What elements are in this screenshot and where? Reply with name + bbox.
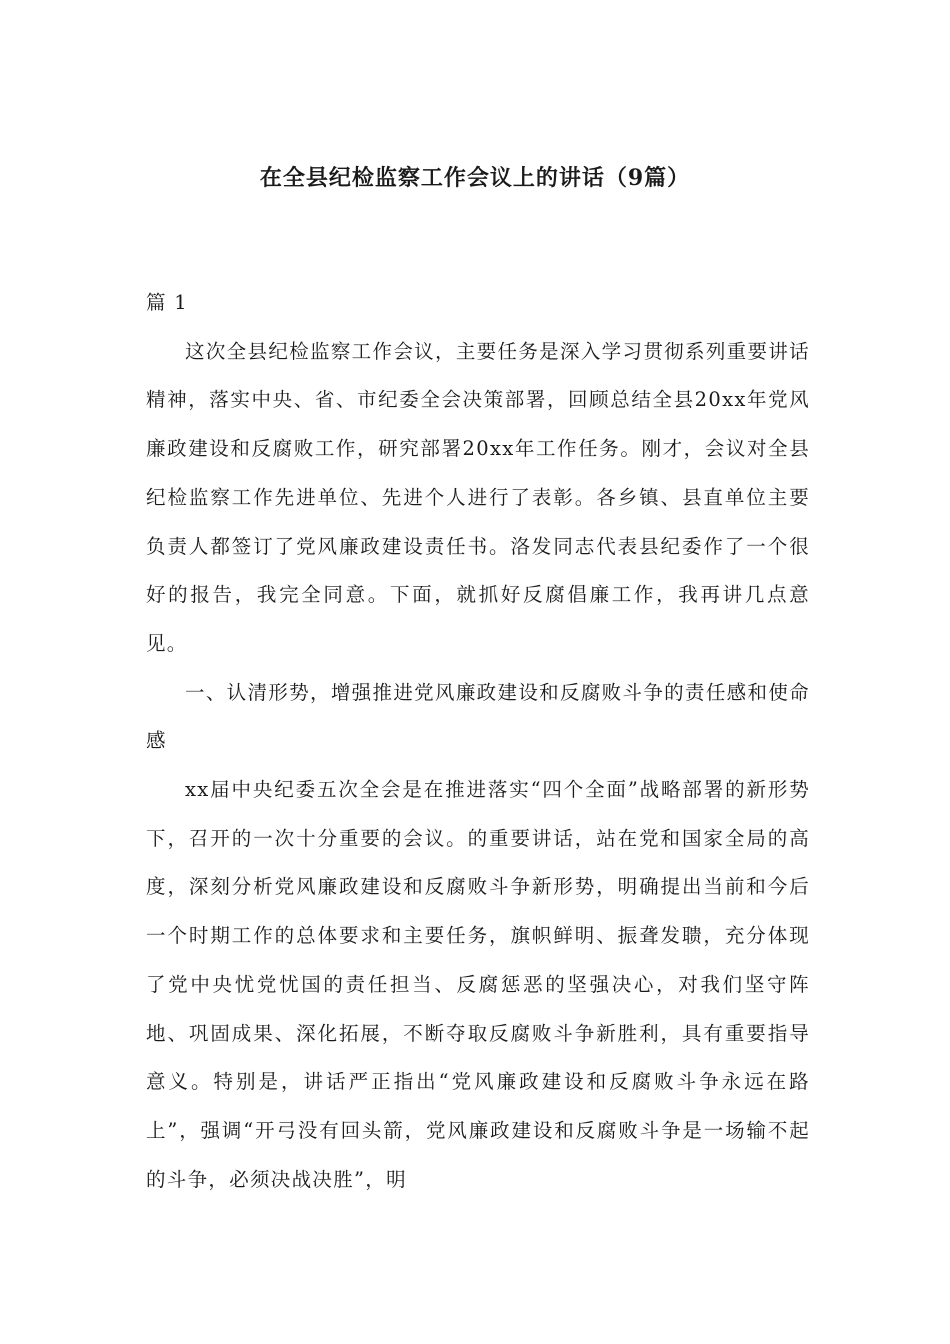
paragraph-heading-1: 一、认清形势，增强推进党风廉政建设和反腐败斗争的责任感和使命感 xyxy=(146,680,810,753)
paragraph-2: xx届中央纪委五次全会是在推进落实“四个全面”战略部署的新形势下，召开的一次十分重要的会议。的重要讲话，站在党和国家全局的高度，深刻分析党风廉政建设和反腐败斗争新形势，明确提出当前和今后一个时期工作的总体要求和主要任务，旗帜鲜明、振聋发聩，充分体现了党中央忧党忧国的责任担当、反腐惩恶的坚强决心，对我们坚守阵地、巩固成果、深化拓展，不断夺取反腐败斗争新胜利，具有重要指导意义。特别是，讲话严正指出“党风廉政建设和反腐败斗争永远在路上”，强调“开弓没有回头箭，党风廉政建设和反腐败斗争是一场输不起的斗争，必须决战决胜”，明 xyxy=(146,778,810,1191)
document-body xyxy=(146,279,810,1204)
section-label: 篇 1 xyxy=(146,291,189,314)
paragraph-1: 这次全县纪检监察工作会议，主要任务是深入学习贯彻系列重要讲话精神，落实中央、省、市纪委全会决策部署，回顾总结全县20xx年党风廉政建设和反腐败工作，研究部署20xx年工作任务。刚才，会议对全县纪检监察工作先进单位、先进个人进行了表彰。各乡镇、县直单位主要负责人都签订了党风廉政建设责任书。洛发同志代表县纪委作了一个很好的报告，我完全同意。下面，就抓好反腐倡廉工作，我再讲几点意见。 xyxy=(146,339,810,655)
document-title: 在全县纪检监察工作会议上的讲话（9篇） xyxy=(259,165,691,191)
